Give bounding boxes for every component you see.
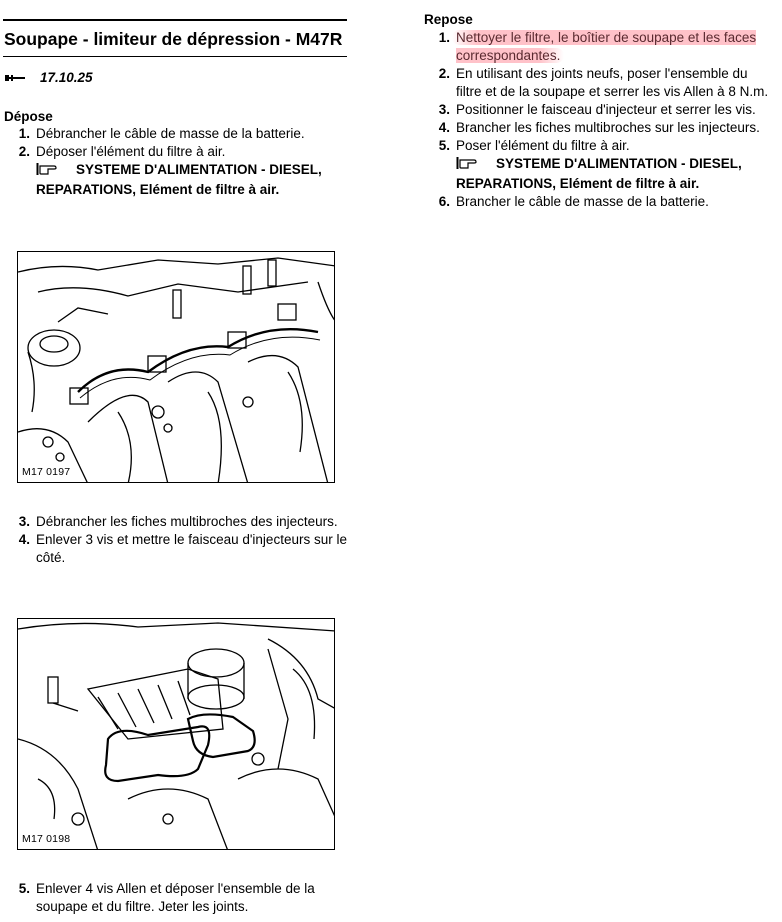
step-number: 2. (438, 66, 450, 81)
depose-steps-c (0, 880, 350, 916)
figure-valve-filter-assembly (17, 618, 335, 850)
engine-illustration-2 (18, 619, 335, 850)
list-item (0, 125, 350, 143)
title-top-rule (3, 19, 347, 21)
step-number: 2. (18, 144, 30, 159)
figure-injector-harness (17, 251, 335, 483)
repose-steps (420, 29, 776, 211)
step-text: Déposer l'élément du filtre à air. (36, 144, 226, 159)
list-item (420, 137, 776, 193)
wrench-icon (4, 73, 26, 83)
step-text: Débrancher le câble de masse de la batterie. (36, 126, 305, 141)
pointing-hand-icon (456, 156, 496, 175)
list-item (420, 193, 776, 211)
depose-steps-a (0, 125, 350, 199)
step-number: 4. (438, 120, 450, 135)
operation-code: 17.10.25 (40, 70, 93, 85)
repose-heading: Repose (424, 12, 473, 27)
cross-reference-link[interactable] (36, 161, 350, 199)
list-item (0, 880, 350, 916)
step-number: 1. (438, 30, 450, 45)
depose-heading: Dépose (4, 109, 53, 124)
step-number: 5. (18, 881, 30, 896)
list-item (420, 29, 776, 65)
figure-code: M17 0198 (20, 830, 72, 848)
step-number: 3. (438, 102, 450, 117)
title-bottom-rule (3, 56, 347, 57)
step-text: Enlever 3 vis et mettre le faisceau d'injecteurs sur le côté. (36, 532, 347, 565)
list-item (0, 513, 350, 531)
step-number: 4. (18, 532, 30, 547)
step-number: 6. (438, 194, 450, 209)
list-item (420, 119, 776, 137)
pointing-hand-icon (36, 162, 76, 181)
step-number: 3. (18, 514, 30, 529)
list-item (0, 531, 350, 567)
list-item (420, 65, 776, 101)
cross-reference-text: SYSTEME D'ALIMENTATION - DIESEL, REPARATIONS, Elément de filtre à air. (36, 162, 322, 197)
step-text: Brancher le câble de masse de la batterie. (456, 194, 709, 209)
step-text: Enlever 4 vis Allen et déposer l'ensemble de la soupape et du filtre. Jeter les joints. (36, 881, 315, 914)
step-text: Débrancher les fiches multibroches des injecteurs. (36, 514, 338, 529)
step-text: Poser l'élément du filtre à air. (456, 138, 630, 153)
step-text: Brancher les fiches multibroches sur les injecteurs. (456, 120, 760, 135)
engine-illustration-1 (18, 252, 335, 483)
list-item (0, 143, 350, 199)
operation-line (4, 69, 93, 87)
highlighted-step-text: Nettoyer le filtre, le boîtier de soupape et les faces correspondantes. (452, 30, 756, 63)
page-title: Soupape - limiteur de dépression - M47R (4, 29, 343, 49)
figure-code: M17 0197 (20, 463, 72, 481)
step-text: En utilisant des joints neufs, poser l'ensemble du filtre et de la soupape et serrer les vis Allen à 8 N.m. (456, 66, 769, 99)
depose-steps-b (0, 513, 350, 567)
step-number: 5. (438, 138, 450, 153)
cross-reference-link[interactable] (456, 155, 776, 193)
list-item (420, 101, 776, 119)
step-number: 1. (18, 126, 30, 141)
step-text: Positionner le faisceau d'injecteur et serrer les vis. (456, 102, 756, 117)
cross-reference-text: SYSTEME D'ALIMENTATION - DIESEL, REPARATIONS, Elément de filtre à air. (456, 156, 742, 191)
